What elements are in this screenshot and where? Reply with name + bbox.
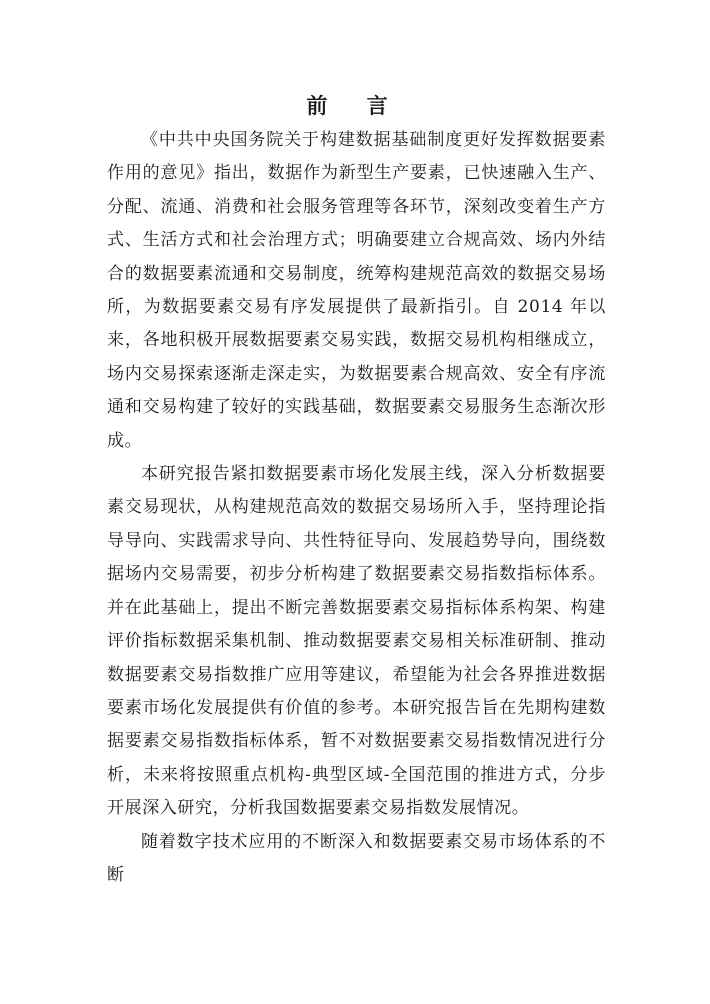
page-title: 前 言: [306, 94, 404, 118]
paragraph-2: 本研究报告紧扣数据要素市场化发展主线，深入分析数据要素交易现状，从构建规范高效的数据交易场所入手，坚持理论指导导向、实践需求导向、共性特征导向、发展趋势导向，围绕数据场内交易需要，初步分析构建了数据要素交易指数指标体系。并在此基础上，提出不断完善数据要素交易指标体系构架、构建评价指标数据采集机制、推动数据要素交易相关标准研制、推动数据要素交易指数推广应用等建议，希望能为社会各界推进数据要素市场化发展提供有价值的参考。本研究报告旨在先期构建数据要素交易指数指标体系，暂不对数据要素交易指数情况进行分析，未来将按照重点机构-典型区域-全国范围的推进方式，分步开展深入研究，分析我国数据要素交易指数发展情况。: [107, 464, 606, 819]
paragraph-1: 《中共中央国务院关于构建数据基础制度更好发挥数据要素作用的意见》指出，数据作为新型生产要素，已快速融入生产、分配、流通、消费和社会服务管理等各环节，深刻改变着生产方式、生活方式和社会治理方式；明确要建立合规高效、场内外结合的数据要素流通和交易制度，统筹构建规范高效的数据交易场所，为数据要素交易有序发展提供了最新指引。自 2014 年以来，各地积极开展数据要素交易实践，数据交易机构相继成立，场内交易探索逐渐走深走实，为数据要素合规高效、安全有序流通和交易构建了较好的实践基础，数据要素交易服务生态渐次形成。: [107, 130, 606, 451]
body-text: [107, 124, 606, 892]
paragraph-3: 随着数字技术应用的不断深入和数据要素交易市场体系的不断: [107, 831, 606, 885]
